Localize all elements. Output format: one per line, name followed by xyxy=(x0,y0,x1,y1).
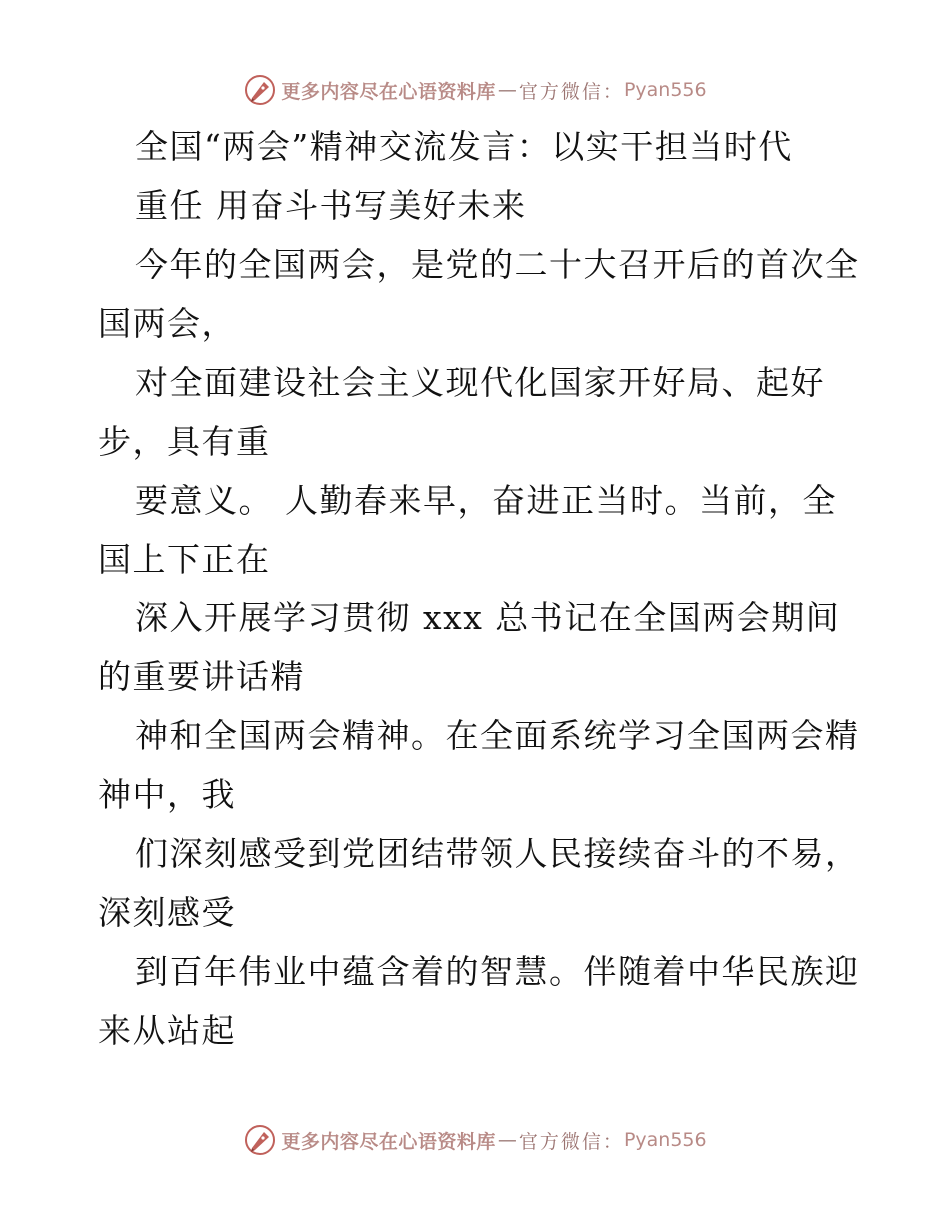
watermark-main-text: 更多内容尽在心语资料库 xyxy=(281,1130,496,1153)
body-line: 神和全国两会精神。在全面系统学习全国两会精 xyxy=(135,716,860,755)
body-line: 神中，我 xyxy=(98,775,236,814)
body-line: 步，具有重 xyxy=(98,422,271,461)
body-line: 到百年伟业中蕴含着的智慧。伴随着中华民族迎 xyxy=(135,952,860,991)
body-line: 的重要讲话精 xyxy=(98,657,305,696)
watermark-wechat-id: Pyan556 xyxy=(623,79,707,101)
body-line: 来从站起 xyxy=(98,1011,236,1050)
body-line: 今年的全国两会，是党的二十大召开后的首次全 xyxy=(135,245,860,284)
body-line: 们深刻感受到党团结带领人民接续奋斗的不易， xyxy=(135,834,860,873)
watermark-separator: — xyxy=(497,79,517,101)
pen-nib-logo-icon xyxy=(243,1123,277,1157)
watermark-separator: — xyxy=(497,1129,517,1151)
header-watermark xyxy=(0,70,950,110)
watermark-wechat-id: Pyan556 xyxy=(623,1129,707,1151)
body-line: 深刻感受 xyxy=(98,893,236,932)
body-line: 对全面建设社会主义现代化国家开好局、起好 xyxy=(135,363,825,402)
pen-nib-logo-icon xyxy=(243,73,277,107)
document-title-line-1: 全国“两会”精神交流发言：以实干担当时代 xyxy=(135,127,793,166)
watermark-official-label: 官方微信： xyxy=(518,1130,624,1153)
body-line: 国两会， xyxy=(98,304,236,343)
watermark-official-label: 官方微信： xyxy=(518,80,624,103)
body-line: 国上下正在 xyxy=(98,540,271,579)
body-line: 要意义。 人勤春来早，奋进正当时。当前，全 xyxy=(135,481,837,520)
body-line: 深入开展学习贯彻 xxx 总书记在全国两会期间 xyxy=(135,598,841,637)
document-title-line-2: 重任 用奋斗书写美好未来 xyxy=(135,186,527,225)
footer-watermark xyxy=(0,1120,950,1160)
watermark-main-text: 更多内容尽在心语资料库 xyxy=(281,80,496,103)
